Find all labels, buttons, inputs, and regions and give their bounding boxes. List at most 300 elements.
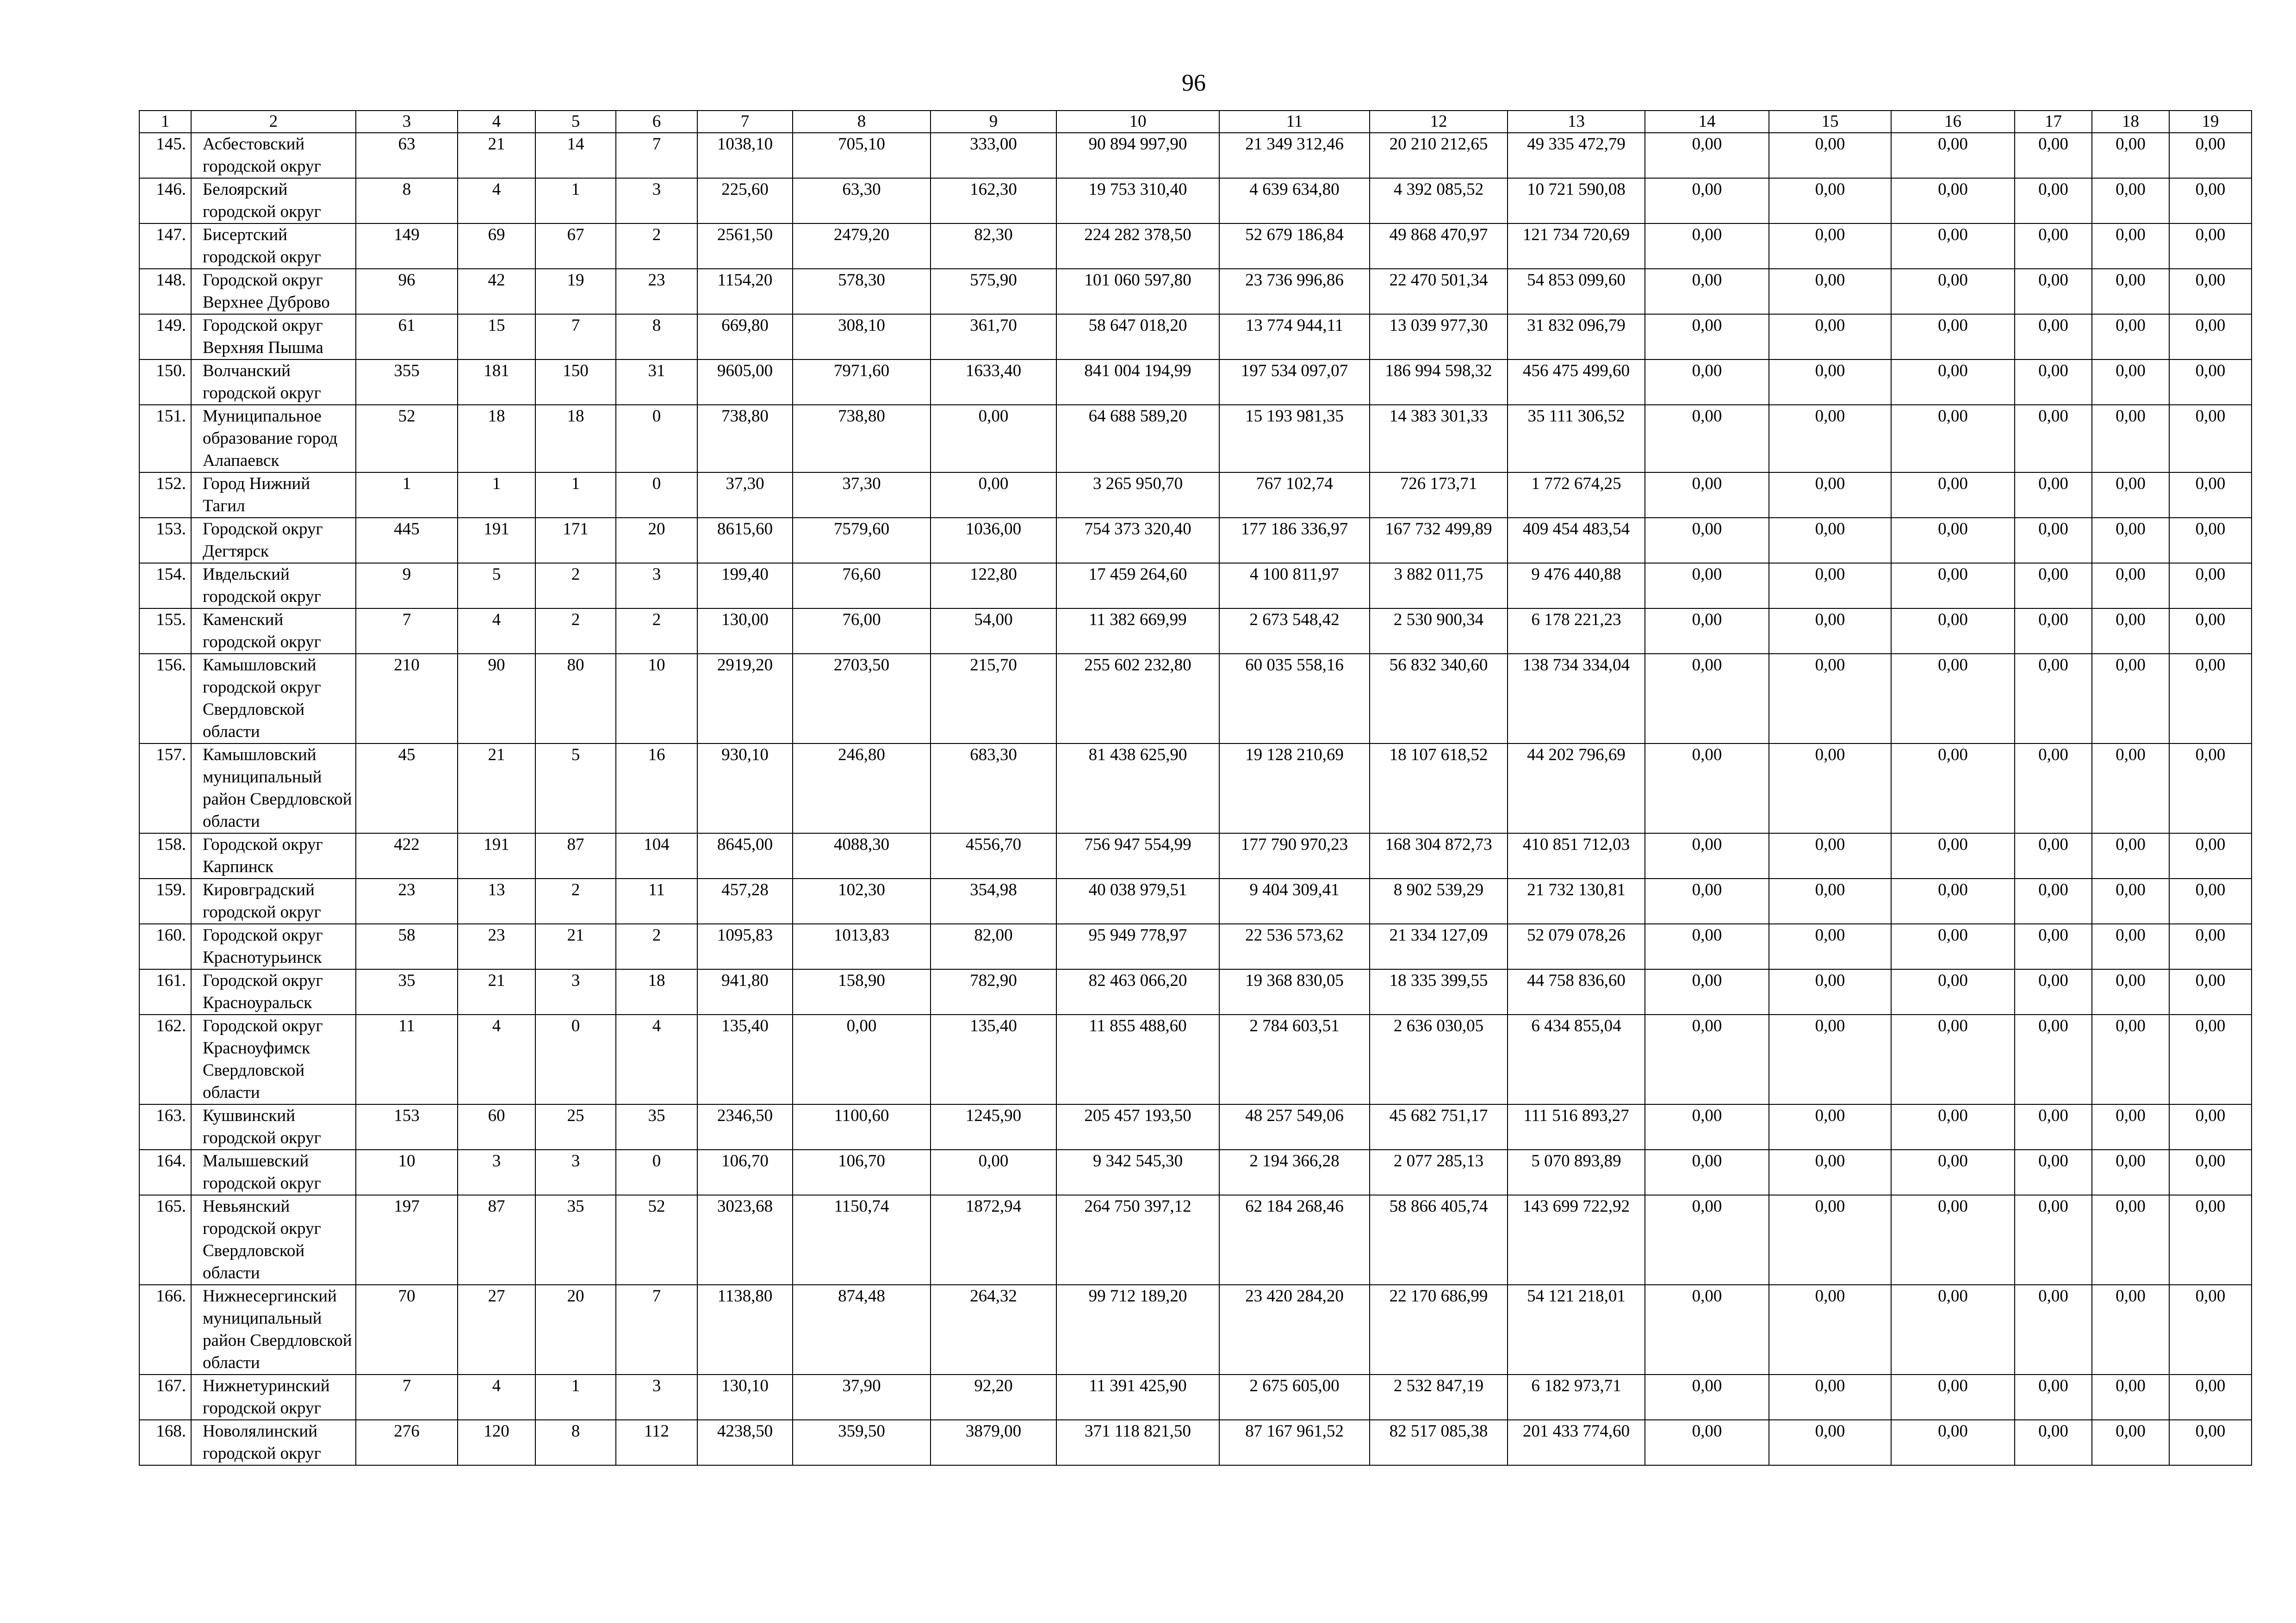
table-cell: 21 — [458, 743, 535, 833]
table-cell: 0,00 — [2169, 359, 2252, 405]
table-cell: 0,00 — [2092, 314, 2169, 359]
table-cell: 0,00 — [2015, 563, 2092, 608]
table-cell: 15 — [458, 314, 535, 359]
table-cell: 754 373 320,40 — [1056, 518, 1219, 563]
table-cell: 1 — [535, 1375, 616, 1420]
table-cell: 10 721 590,08 — [1508, 178, 1645, 223]
table-cell: 177 790 970,23 — [1219, 833, 1370, 879]
table-cell: 13 039 977,30 — [1370, 314, 1508, 359]
table-cell: 0,00 — [2169, 1420, 2252, 1465]
table-cell: 0,00 — [2092, 178, 2169, 223]
table-cell: 0,00 — [2169, 518, 2252, 563]
table-cell: 8 — [356, 178, 458, 223]
row-number: 167. — [139, 1375, 191, 1420]
table-cell: 0,00 — [2015, 969, 2092, 1015]
row-number: 160. — [139, 924, 191, 969]
table-cell: 7 — [616, 133, 697, 178]
table-cell: 0,00 — [2169, 269, 2252, 314]
table-cell: 0,00 — [2015, 518, 2092, 563]
table-cell: 130,10 — [697, 1375, 793, 1420]
table-cell: 0,00 — [1645, 608, 1769, 654]
table-cell: 0,00 — [1769, 1150, 1891, 1195]
table-cell: 0,00 — [1769, 405, 1891, 472]
table-cell: 99 712 189,20 — [1056, 1285, 1219, 1375]
table-cell: 0,00 — [2169, 1015, 2252, 1104]
table-cell: 422 — [356, 833, 458, 879]
table-cell: 0,00 — [2169, 608, 2252, 654]
table-cell: 225,60 — [697, 178, 793, 223]
table-cell: 1633,40 — [931, 359, 1056, 405]
table-cell: 45 — [356, 743, 458, 833]
table-row — [139, 1150, 2252, 1195]
table-cell: 2 530 900,34 — [1370, 608, 1508, 654]
table-cell: 168 304 872,73 — [1370, 833, 1508, 879]
table-cell: 2 675 605,00 — [1219, 1375, 1370, 1420]
column-number: 8 — [793, 111, 931, 133]
municipality-name: Невьянский городской округ Свердловской области — [191, 1195, 356, 1285]
table-cell: 1872,94 — [931, 1195, 1056, 1285]
table-cell: 19 368 830,05 — [1219, 969, 1370, 1015]
table-cell: 60 035 558,16 — [1219, 654, 1370, 743]
table-cell: 756 947 554,99 — [1056, 833, 1219, 879]
table-cell: 0,00 — [1769, 1195, 1891, 1285]
municipality-name: Городской округ Верхнее Дуброво — [191, 269, 356, 314]
table-cell: 0,00 — [2015, 1195, 2092, 1285]
table-cell: 0,00 — [1769, 133, 1891, 178]
table-cell: 0,00 — [1769, 608, 1891, 654]
table-cell: 0,00 — [2092, 472, 2169, 518]
table-cell: 40 038 979,51 — [1056, 879, 1219, 924]
table-cell: 0,00 — [1891, 833, 2015, 879]
table-row — [139, 518, 2252, 563]
table-cell: 0,00 — [1891, 879, 2015, 924]
table-cell: 0,00 — [1769, 359, 1891, 405]
table-cell: 1154,20 — [697, 269, 793, 314]
table-row — [139, 133, 2252, 178]
table-cell: 130,00 — [697, 608, 793, 654]
table-cell: 0,00 — [2092, 879, 2169, 924]
table-cell: 22 170 686,99 — [1370, 1285, 1508, 1375]
table-cell: 8 902 539,29 — [1370, 879, 1508, 924]
table-row — [139, 1375, 2252, 1420]
table-cell: 0,00 — [1891, 133, 2015, 178]
table-cell: 2561,50 — [697, 223, 793, 269]
table-cell: 37,90 — [793, 1375, 931, 1420]
table-cell: 0,00 — [2092, 833, 2169, 879]
row-number: 157. — [139, 743, 191, 833]
table-cell: 3 265 950,70 — [1056, 472, 1219, 518]
table-cell: 0,00 — [2169, 223, 2252, 269]
table-cell: 264 750 397,12 — [1056, 1195, 1219, 1285]
table-cell: 23 — [356, 879, 458, 924]
table-cell: 361,70 — [931, 314, 1056, 359]
municipality-name: Ивдельский городской округ — [191, 563, 356, 608]
table-cell: 0,00 — [1769, 1015, 1891, 1104]
table-cell: 35 — [535, 1195, 616, 1285]
row-number: 162. — [139, 1015, 191, 1104]
table-cell: 21 — [535, 924, 616, 969]
table-cell: 10 — [616, 654, 697, 743]
table-cell: 738,80 — [697, 405, 793, 472]
table-cell: 782,90 — [931, 969, 1056, 1015]
table-cell: 0,00 — [1769, 563, 1891, 608]
table-cell: 0,00 — [2015, 223, 2092, 269]
municipality-name: Нижнетуринский городской округ — [191, 1375, 356, 1420]
table-cell: 0,00 — [1769, 743, 1891, 833]
table-cell: 264,32 — [931, 1285, 1056, 1375]
table-cell: 0,00 — [1891, 314, 2015, 359]
table-cell: 25 — [535, 1104, 616, 1150]
table-cell: 354,98 — [931, 879, 1056, 924]
municipality-name: Малышевский городской округ — [191, 1150, 356, 1195]
table-cell: 2 532 847,19 — [1370, 1375, 1508, 1420]
table-cell: 1 — [356, 472, 458, 518]
table-row — [139, 879, 2252, 924]
table-cell: 0,00 — [1769, 1420, 1891, 1465]
table-cell: 0,00 — [2169, 969, 2252, 1015]
table-cell: 7 — [535, 314, 616, 359]
table-cell: 705,10 — [793, 133, 931, 178]
table-cell: 0,00 — [2169, 178, 2252, 223]
table-cell: 1 772 674,25 — [1508, 472, 1645, 518]
row-number: 151. — [139, 405, 191, 472]
table-cell: 7971,60 — [793, 359, 931, 405]
table-cell: 3 — [535, 1150, 616, 1195]
table-cell: 4 100 811,97 — [1219, 563, 1370, 608]
table-cell: 1036,00 — [931, 518, 1056, 563]
table-row — [139, 833, 2252, 879]
table-cell: 1138,80 — [697, 1285, 793, 1375]
table-cell: 0,00 — [1891, 269, 2015, 314]
table-cell: 18 335 399,55 — [1370, 969, 1508, 1015]
table-cell: 4 — [458, 608, 535, 654]
table-cell: 3 — [616, 1375, 697, 1420]
table-cell: 0,00 — [1645, 1375, 1769, 1420]
table-cell: 3879,00 — [931, 1420, 1056, 1465]
table-row — [139, 269, 2252, 314]
table-cell: 683,30 — [931, 743, 1056, 833]
table-cell: 62 184 268,46 — [1219, 1195, 1370, 1285]
table-cell: 0,00 — [2015, 314, 2092, 359]
table-cell: 0,00 — [1769, 269, 1891, 314]
table-cell: 6 182 973,71 — [1508, 1375, 1645, 1420]
table-cell: 153 — [356, 1104, 458, 1150]
table-cell: 4238,50 — [697, 1420, 793, 1465]
data-table — [139, 110, 2252, 1466]
table-cell: 0,00 — [931, 1150, 1056, 1195]
table-cell: 0,00 — [931, 472, 1056, 518]
column-number: 13 — [1508, 111, 1645, 133]
table-cell: 122,80 — [931, 563, 1056, 608]
table-cell: 121 734 720,69 — [1508, 223, 1645, 269]
table-row — [139, 1420, 2252, 1465]
table-cell: 8 — [535, 1420, 616, 1465]
table-cell: 1245,90 — [931, 1104, 1056, 1150]
table-cell: 23 736 996,86 — [1219, 269, 1370, 314]
table-cell: 0,00 — [1769, 1104, 1891, 1150]
table-cell: 8 — [616, 314, 697, 359]
municipality-name: Камышловский муниципальный район Свердловской области — [191, 743, 356, 833]
table-cell: 63,30 — [793, 178, 931, 223]
table-cell: 0,00 — [2092, 1420, 2169, 1465]
table-cell: 0,00 — [1645, 924, 1769, 969]
municipality-name: Город Нижний Тагил — [191, 472, 356, 518]
table-cell: 2 077 285,13 — [1370, 1150, 1508, 1195]
table-cell: 0,00 — [2169, 1150, 2252, 1195]
row-number: 164. — [139, 1150, 191, 1195]
table-cell: 23 — [458, 924, 535, 969]
column-number: 10 — [1056, 111, 1219, 133]
table-cell: 410 851 712,03 — [1508, 833, 1645, 879]
table-cell: 0,00 — [1645, 969, 1769, 1015]
table-cell: 0,00 — [2092, 1015, 2169, 1104]
table-cell: 2703,50 — [793, 654, 931, 743]
table-cell: 0,00 — [2092, 359, 2169, 405]
table-row — [139, 1195, 2252, 1285]
table-row — [139, 608, 2252, 654]
table-cell: 0,00 — [2169, 879, 2252, 924]
table-cell: 0,00 — [1645, 833, 1769, 879]
table-cell: 9 — [356, 563, 458, 608]
table-cell: 0,00 — [1891, 223, 2015, 269]
table-cell: 10 — [356, 1150, 458, 1195]
table-cell: 0,00 — [2015, 269, 2092, 314]
table-cell: 0,00 — [2092, 133, 2169, 178]
municipality-name: Муниципальное образование город Алапаевск — [191, 405, 356, 472]
row-number: 152. — [139, 472, 191, 518]
table-cell: 0,00 — [1645, 133, 1769, 178]
table-cell: 82,00 — [931, 924, 1056, 969]
table-cell: 101 060 597,80 — [1056, 269, 1219, 314]
table-cell: 104 — [616, 833, 697, 879]
table-cell: 0,00 — [2015, 359, 2092, 405]
table-cell: 0,00 — [2092, 1150, 2169, 1195]
table-cell: 82 463 066,20 — [1056, 969, 1219, 1015]
table-cell: 0,00 — [931, 405, 1056, 472]
row-number: 147. — [139, 223, 191, 269]
table-cell: 0,00 — [2169, 833, 2252, 879]
table-cell: 90 — [458, 654, 535, 743]
column-number: 14 — [1645, 111, 1769, 133]
row-number: 166. — [139, 1285, 191, 1375]
table-cell: 0,00 — [1891, 1150, 2015, 1195]
table-cell: 578,30 — [793, 269, 931, 314]
table-cell: 37,30 — [793, 472, 931, 518]
table-cell: 726 173,71 — [1370, 472, 1508, 518]
table-cell: 3023,68 — [697, 1195, 793, 1285]
table-cell: 457,28 — [697, 879, 793, 924]
table-cell: 0,00 — [1769, 223, 1891, 269]
table-cell: 4556,70 — [931, 833, 1056, 879]
table-cell: 52 679 186,84 — [1219, 223, 1370, 269]
table-cell: 0,00 — [2092, 518, 2169, 563]
table-cell: 76,60 — [793, 563, 931, 608]
table-cell: 2 194 366,28 — [1219, 1150, 1370, 1195]
row-number: 145. — [139, 133, 191, 178]
table-cell: 76,00 — [793, 608, 931, 654]
table-cell: 20 210 212,65 — [1370, 133, 1508, 178]
table-row — [139, 1104, 2252, 1150]
table-row — [139, 314, 2252, 359]
table-cell: 52 079 078,26 — [1508, 924, 1645, 969]
table-cell: 0,00 — [1645, 1104, 1769, 1150]
table-cell: 0,00 — [2015, 833, 2092, 879]
table-cell: 0,00 — [1645, 314, 1769, 359]
column-number: 2 — [191, 111, 356, 133]
table-row — [139, 563, 2252, 608]
table-cell: 0,00 — [1891, 969, 2015, 1015]
table-cell: 0,00 — [1645, 518, 1769, 563]
table-cell: 112 — [616, 1420, 697, 1465]
table-cell: 0,00 — [2169, 563, 2252, 608]
table-cell: 45 682 751,17 — [1370, 1104, 1508, 1150]
table-cell: 19 128 210,69 — [1219, 743, 1370, 833]
table-cell: 210 — [356, 654, 458, 743]
table-cell: 0,00 — [1891, 743, 2015, 833]
table-cell: 3 — [535, 969, 616, 1015]
table-cell: 0,00 — [1891, 608, 2015, 654]
table-cell: 0,00 — [1645, 178, 1769, 223]
table-cell: 11 — [356, 1015, 458, 1104]
table-cell: 0,00 — [1769, 178, 1891, 223]
table-cell: 5 — [535, 743, 616, 833]
table-cell: 8645,00 — [697, 833, 793, 879]
table-cell: 0,00 — [1891, 472, 2015, 518]
table-cell: 0,00 — [1645, 1285, 1769, 1375]
table-cell: 0,00 — [1645, 654, 1769, 743]
table-cell: 16 — [616, 743, 697, 833]
table-cell: 52 — [616, 1195, 697, 1285]
table-cell: 2 — [616, 924, 697, 969]
table-cell: 80 — [535, 654, 616, 743]
table-cell: 0,00 — [2092, 563, 2169, 608]
table-cell: 5 — [458, 563, 535, 608]
table-cell: 22 470 501,34 — [1370, 269, 1508, 314]
table-cell: 6 434 855,04 — [1508, 1015, 1645, 1104]
table-cell: 201 433 774,60 — [1508, 1420, 1645, 1465]
table-cell: 0,00 — [2169, 405, 2252, 472]
table-cell: 143 699 722,92 — [1508, 1195, 1645, 1285]
table-cell: 276 — [356, 1420, 458, 1465]
table-cell: 90 894 997,90 — [1056, 133, 1219, 178]
column-number: 17 — [2015, 111, 2092, 133]
table-cell: 0,00 — [2092, 223, 2169, 269]
table-cell: 0,00 — [1891, 1015, 2015, 1104]
table-cell: 13 774 944,11 — [1219, 314, 1370, 359]
table-cell: 255 602 232,80 — [1056, 654, 1219, 743]
table-cell: 4 639 634,80 — [1219, 178, 1370, 223]
table-cell: 0,00 — [2015, 178, 2092, 223]
page-number: 96 — [1182, 70, 1206, 96]
table-cell: 7579,60 — [793, 518, 931, 563]
column-number: 3 — [356, 111, 458, 133]
column-number: 1 — [139, 111, 191, 133]
table-cell: 669,80 — [697, 314, 793, 359]
table-cell: 0,00 — [1645, 359, 1769, 405]
table-cell: 3 — [616, 178, 697, 223]
table-cell: 0,00 — [2169, 924, 2252, 969]
table-cell: 0,00 — [1645, 1195, 1769, 1285]
table-cell: 0,00 — [2015, 472, 2092, 518]
table-cell: 0,00 — [1891, 1104, 2015, 1150]
table-cell: 35 111 306,52 — [1508, 405, 1645, 472]
table-cell: 149 — [356, 223, 458, 269]
table-cell: 64 688 589,20 — [1056, 405, 1219, 472]
row-number: 154. — [139, 563, 191, 608]
table-cell: 0 — [616, 472, 697, 518]
table-cell: 0,00 — [2015, 1150, 2092, 1195]
table-cell: 2 636 030,05 — [1370, 1015, 1508, 1104]
table-cell: 246,80 — [793, 743, 931, 833]
table-cell: 191 — [458, 833, 535, 879]
table-cell: 21 334 127,09 — [1370, 924, 1508, 969]
table-cell: 2 — [616, 223, 697, 269]
municipality-name: Камышловский городской округ Свердловской области — [191, 654, 356, 743]
table-row — [139, 924, 2252, 969]
row-number: 168. — [139, 1420, 191, 1465]
municipality-name: Кировградский городской округ — [191, 879, 356, 924]
table-cell: 177 186 336,97 — [1219, 518, 1370, 563]
table-cell: 42 — [458, 269, 535, 314]
table-cell: 841 004 194,99 — [1056, 359, 1219, 405]
row-number: 150. — [139, 359, 191, 405]
table-cell: 120 — [458, 1420, 535, 1465]
table-cell: 0,00 — [2169, 1104, 2252, 1150]
table-cell: 61 — [356, 314, 458, 359]
table-cell: 4 — [458, 1375, 535, 1420]
table-cell: 167 732 499,89 — [1370, 518, 1508, 563]
table-cell: 23 420 284,20 — [1219, 1285, 1370, 1375]
table-cell: 19 753 310,40 — [1056, 178, 1219, 223]
table-row — [139, 359, 2252, 405]
table-cell: 0,00 — [2169, 133, 2252, 178]
table-cell: 2 — [535, 563, 616, 608]
table-cell: 0,00 — [1645, 563, 1769, 608]
table-cell: 0,00 — [2015, 1420, 2092, 1465]
table-cell: 0,00 — [1769, 314, 1891, 359]
table-cell: 0,00 — [2169, 743, 2252, 833]
column-number-row — [139, 111, 2252, 133]
table-row — [139, 405, 2252, 472]
table-cell: 150 — [535, 359, 616, 405]
table-cell: 0,00 — [1891, 563, 2015, 608]
table-cell: 409 454 483,54 — [1508, 518, 1645, 563]
table-cell: 0,00 — [2092, 269, 2169, 314]
table-cell: 1 — [458, 472, 535, 518]
table-cell: 67 — [535, 223, 616, 269]
table-row — [139, 969, 2252, 1015]
table-cell: 1150,74 — [793, 1195, 931, 1285]
table-cell: 2 — [535, 608, 616, 654]
municipality-name: Городской округ Дегтярск — [191, 518, 356, 563]
table-cell: 8615,60 — [697, 518, 793, 563]
table-cell: 44 202 796,69 — [1508, 743, 1645, 833]
column-number: 18 — [2092, 111, 2169, 133]
table-cell: 21 — [458, 133, 535, 178]
row-number: 149. — [139, 314, 191, 359]
table-cell: 738,80 — [793, 405, 931, 472]
table-cell: 0,00 — [2015, 743, 2092, 833]
municipality-name: Кушвинский городской округ — [191, 1104, 356, 1150]
table-cell: 106,70 — [793, 1150, 931, 1195]
table-cell: 102,30 — [793, 879, 931, 924]
table-cell: 371 118 821,50 — [1056, 1420, 1219, 1465]
table-cell: 21 732 130,81 — [1508, 879, 1645, 924]
municipality-name: Белоярский городской округ — [191, 178, 356, 223]
table-cell: 0,00 — [1891, 518, 2015, 563]
table-cell: 14 — [535, 133, 616, 178]
table-cell: 0 — [535, 1015, 616, 1104]
